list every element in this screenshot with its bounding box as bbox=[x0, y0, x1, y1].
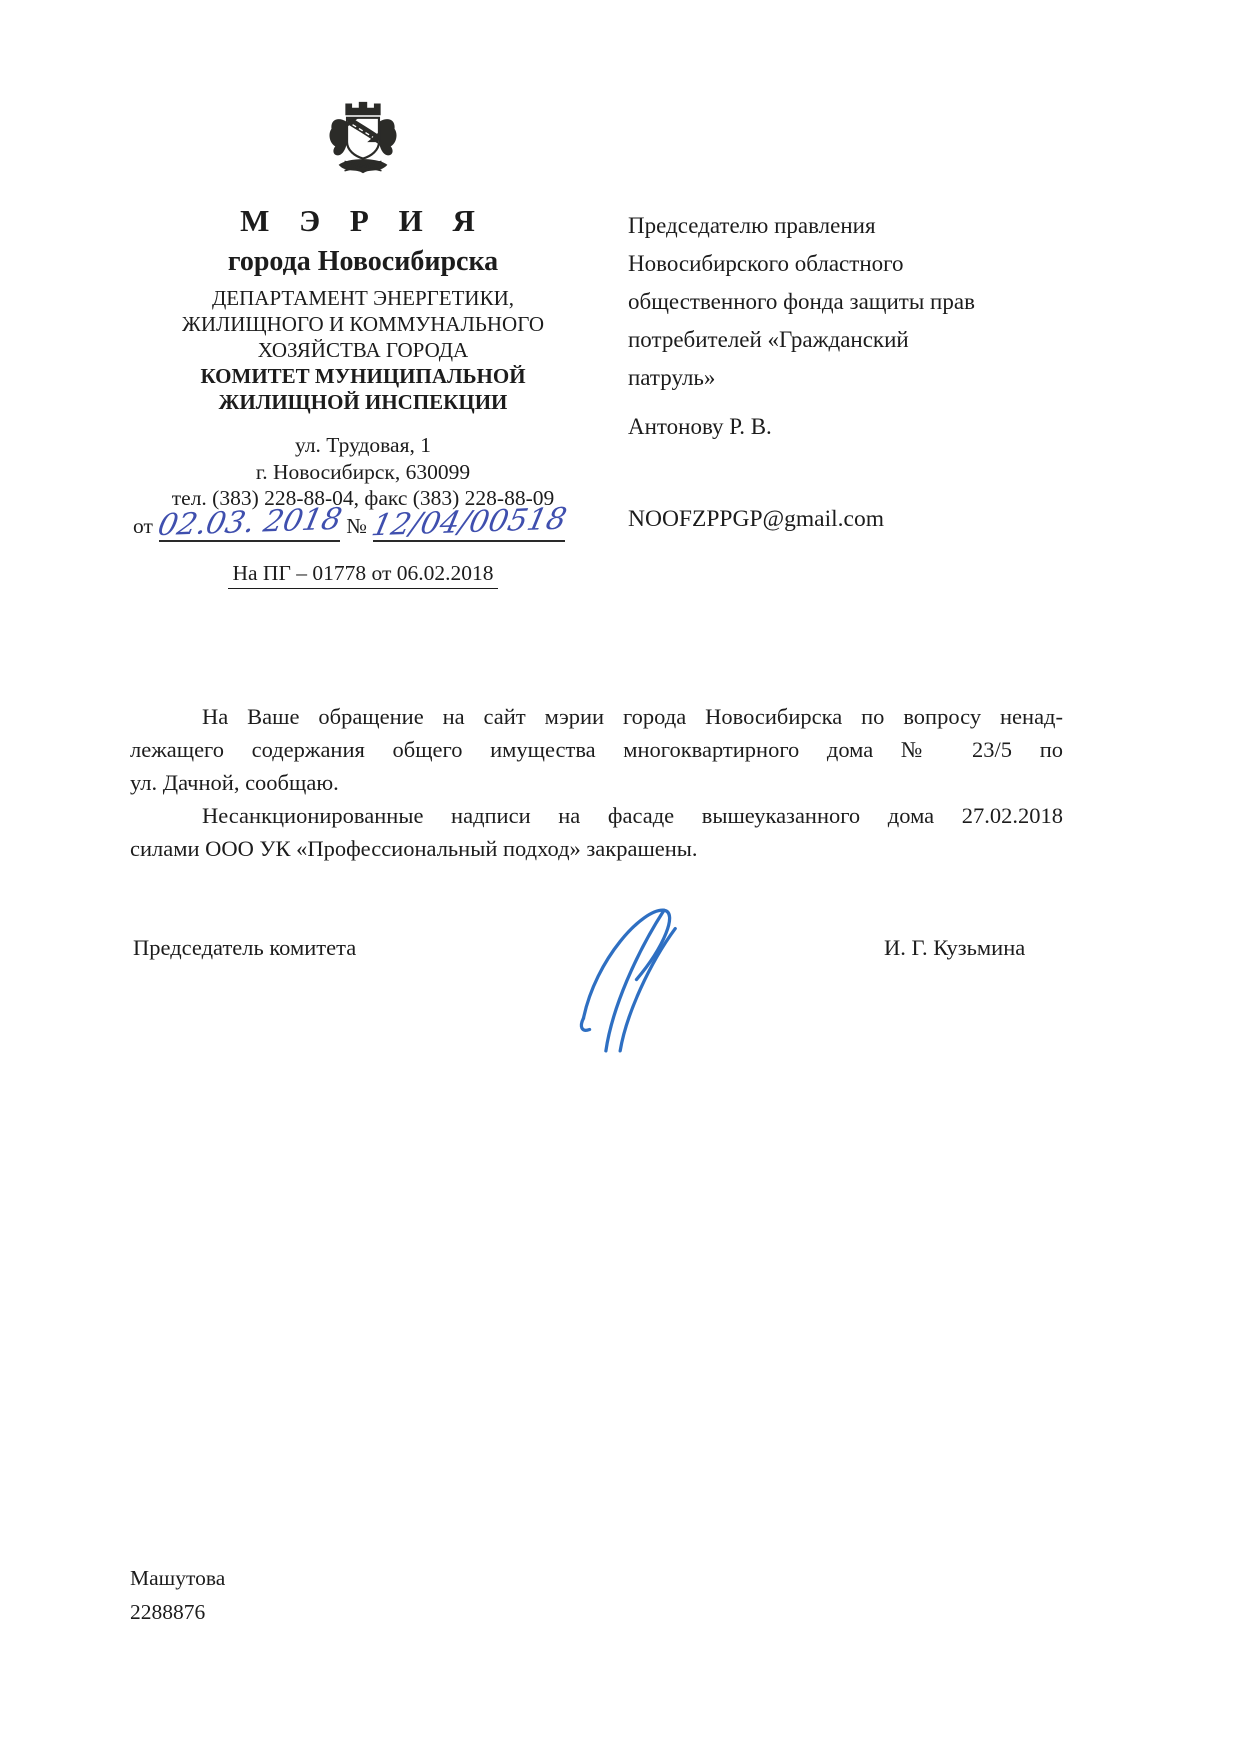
executor-block bbox=[130, 1561, 225, 1629]
handwritten-signature bbox=[568, 898, 708, 1056]
body-line: ул. Дачной, сообщаю. bbox=[130, 770, 339, 795]
committee-line2: ЖИЛИЩНОЙ ИНСПЕКЦИИ bbox=[218, 390, 508, 414]
executor-phone: 2288876 bbox=[130, 1600, 206, 1624]
signer-title: Председатель комитета bbox=[133, 935, 357, 960]
incoming-reference-text: На ПГ – 01778 от 06.02.2018 bbox=[228, 561, 497, 589]
letterhead bbox=[128, 203, 598, 512]
registration-row bbox=[133, 501, 570, 544]
addressee-line3: общественного фонда защиты прав bbox=[628, 289, 975, 314]
addressee-line2: Новосибирского областного bbox=[628, 251, 904, 276]
street-address: ул. Трудовая, 1 bbox=[295, 433, 431, 457]
addressee-email: NOOFZPPGP@gmail.com bbox=[628, 506, 885, 532]
signer-name: И. Г. Кузьмина bbox=[884, 935, 1026, 960]
phone-fax: тел. (383) 228-88-04, факс (383) 228-88-09 bbox=[171, 486, 555, 510]
addressee-line5: патруль» bbox=[628, 365, 716, 390]
department-line2: ЖИЛИЩНОГО И КОММУНАЛЬНОГО bbox=[182, 312, 544, 336]
addressee-name: Антонову Р. В. bbox=[628, 414, 772, 439]
org-name-line2: города Новосибирска bbox=[227, 246, 499, 277]
number-field bbox=[368, 501, 570, 544]
date-label: от bbox=[133, 514, 153, 538]
executor-name: Машутова bbox=[130, 1566, 226, 1590]
addressee-line4: потребителей «Гражданский bbox=[628, 327, 909, 352]
department-name bbox=[128, 285, 598, 415]
incoming-reference bbox=[128, 561, 598, 589]
novosibirsk-coat-of-arms-icon bbox=[321, 96, 405, 190]
handwritten-number: 12/04/00518 bbox=[368, 501, 570, 544]
letter-body bbox=[130, 700, 1063, 865]
addressee-line1: Председателю правления bbox=[628, 213, 876, 238]
city-postcode: г. Новосибирск, 630099 bbox=[255, 459, 471, 484]
org-name-line1: М Э Р И Я bbox=[240, 203, 486, 238]
body-line: Несанкционированные надписи на фасаде вышеуказанного дома 27.02.2018 bbox=[202, 803, 1063, 828]
handwritten-date: 02.03. 2018 bbox=[154, 501, 345, 544]
body-line: На Ваше обращение на сайт мэрии города Новосибирска по вопросу ненад- bbox=[202, 704, 1063, 729]
body-line: лежащего содержания общего имущества многоквартирного дома № 23/5 по bbox=[130, 737, 1063, 762]
date-field bbox=[154, 501, 345, 544]
body-line: силами ООО УК «Профессиональный подход» закрашены. bbox=[130, 836, 698, 861]
number-label: № bbox=[346, 514, 367, 538]
department-line1: ДЕПАРТАМЕНТ ЭНЕРГЕТИКИ, bbox=[211, 286, 515, 310]
department-line3: ХОЗЯЙСТВА ГОРОДА bbox=[257, 338, 469, 362]
committee-line1: КОМИТЕТ МУНИЦИПАЛЬНОЙ bbox=[200, 364, 526, 388]
addressee-block bbox=[628, 207, 1098, 397]
contact-block bbox=[128, 432, 598, 512]
